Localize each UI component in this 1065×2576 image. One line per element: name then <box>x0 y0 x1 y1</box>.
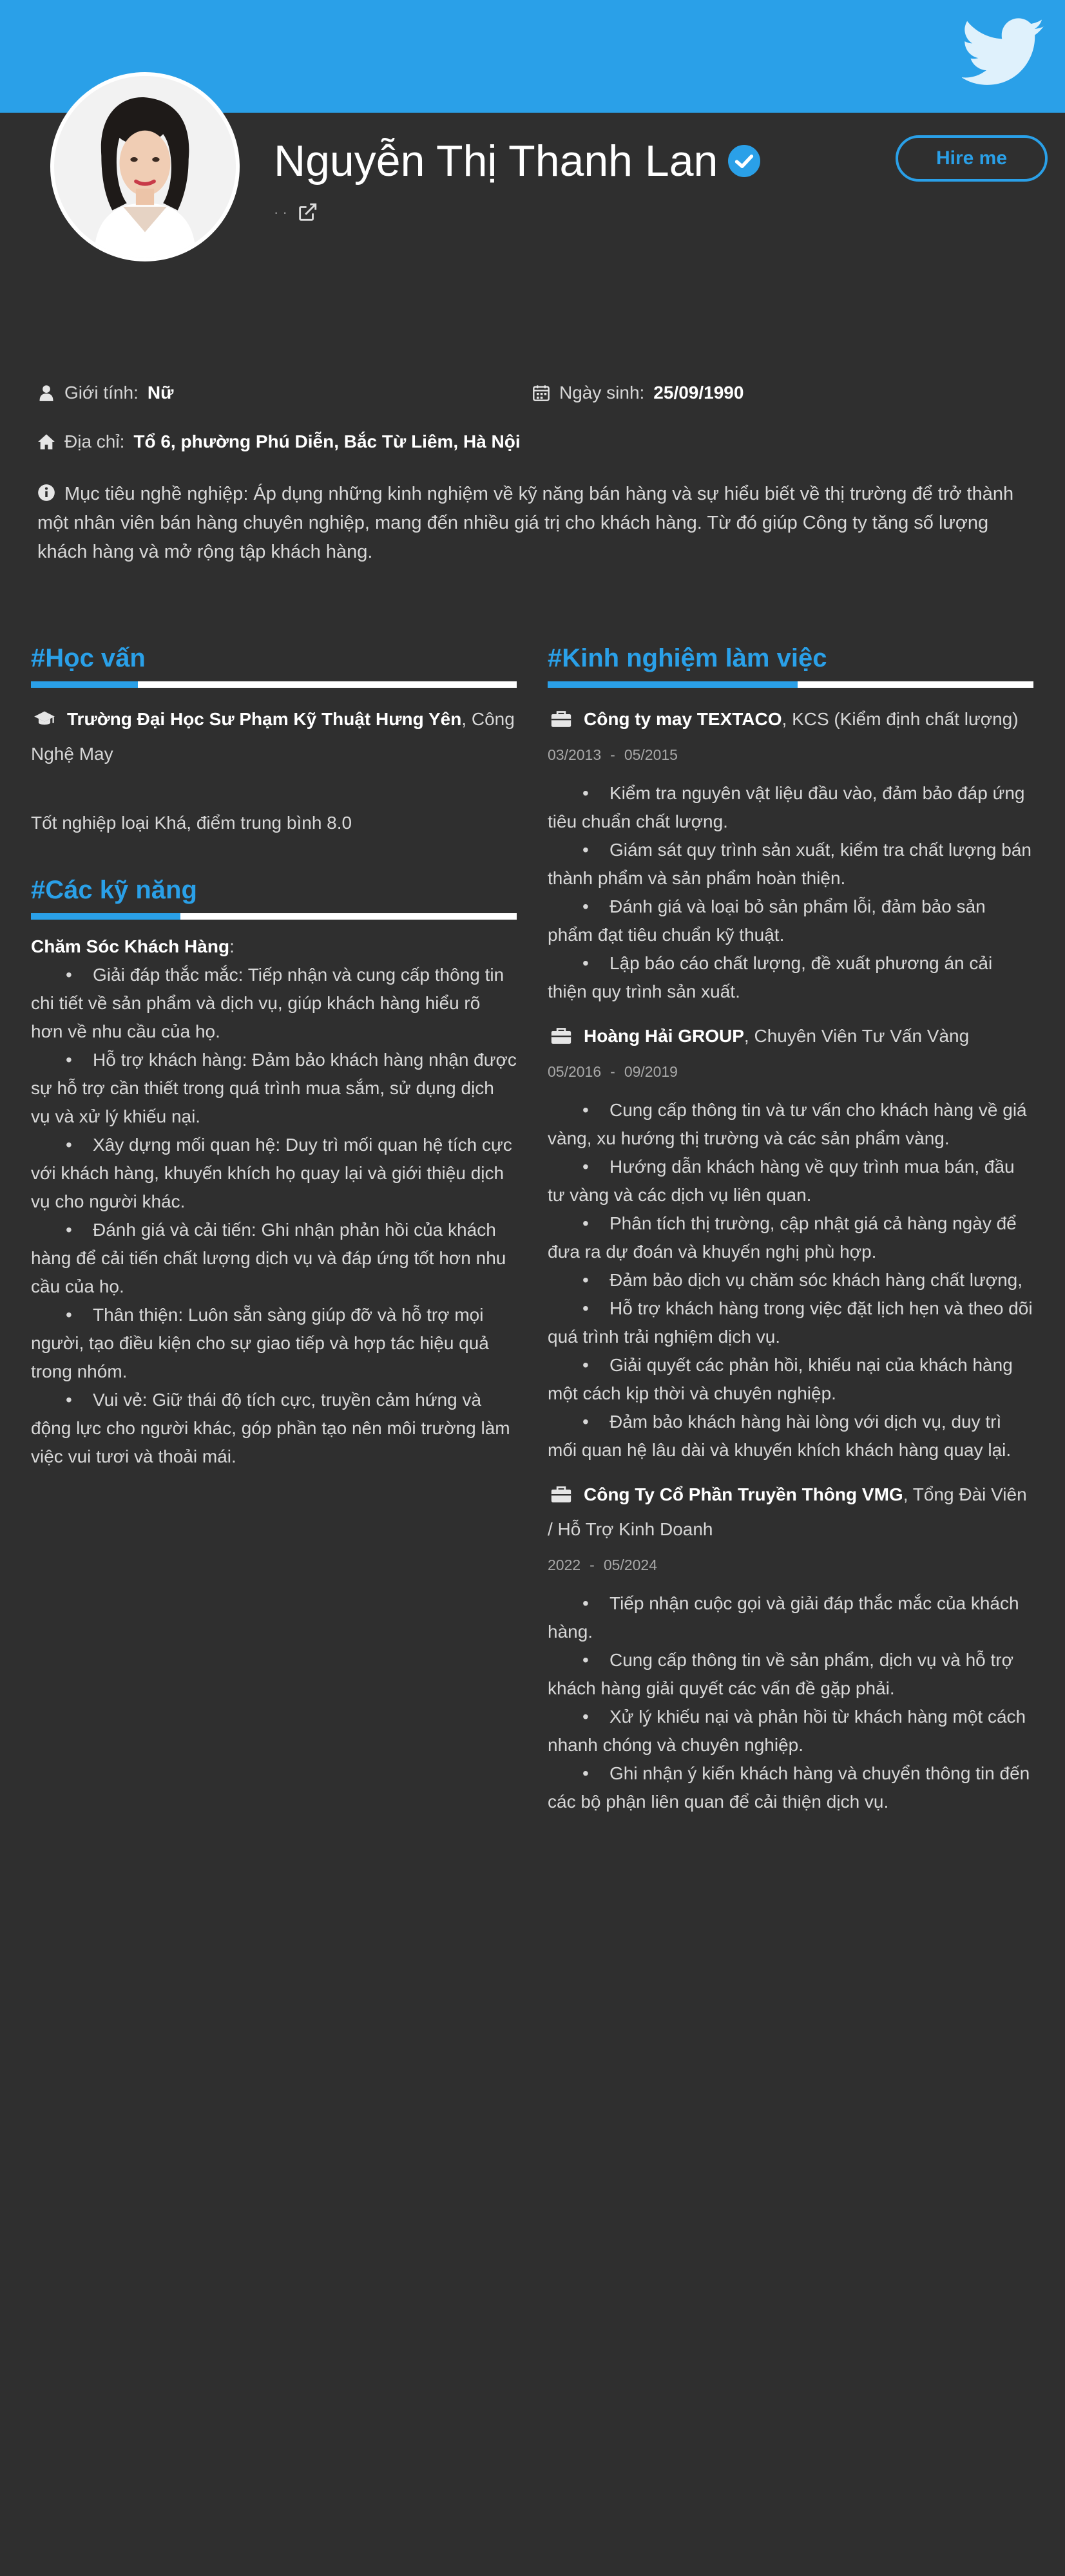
list-item: • Giải đáp thắc mắc: Tiếp nhận và cung cấp thông tin chi tiết về sản phẩm và dịch vụ, giúp khách hàng hiểu rõ hơn về nhu cầu của họ. <box>31 965 504 1041</box>
list-item: • Đảm bảo khách hàng hài lòng với dịch vụ, duy trì mối quan hệ lâu dài và khuyến khích khách hàng quay lại. <box>548 1412 1012 1460</box>
address-row <box>37 431 521 452</box>
list-item: • Đánh giá và loại bỏ sản phẩm lỗi, đảm bảo sản phẩm đạt tiêu chuẩn kỹ thuật. <box>548 896 986 945</box>
gender-row <box>37 383 173 403</box>
job-role: , Tổng Đài Viên / Hỗ Trợ Kinh Doanh <box>548 1484 1027 1539</box>
company-name: Công ty may TEXTACO <box>584 709 782 729</box>
education-result: Tốt nghiệp loại Khá, điểm trung bình 8.0 <box>31 813 352 833</box>
list-item: • Lập báo cáo chất lượng, đề xuất phương án cải thiện quy trình sản xuất. <box>548 953 993 1001</box>
external-link-icon[interactable] <box>296 202 318 223</box>
verified-badge-icon <box>728 145 760 177</box>
list-item: • Ghi nhận ý kiến khách hàng và chuyển thông tin đến các bộ phận liên quan để cải thiện dịch vụ. <box>548 1763 1030 1812</box>
education-divider <box>31 681 517 688</box>
list-item: • Giám sát quy trình sản xuất, kiểm tra chất lượng bán thành phẩm và sản phẩm hoàn thiện. <box>548 840 1031 888</box>
job-end-date: 05/2024 <box>603 1557 657 1573</box>
education-section <box>31 702 517 836</box>
user-icon <box>37 384 55 402</box>
profile-name-row <box>274 132 760 190</box>
gender-value: Nữ <box>147 383 174 402</box>
school-major: , Công Nghệ May <box>31 709 515 764</box>
job-dates: 2022 - 05/2024 <box>548 1557 657 1573</box>
list-item: • Hướng dẫn khách hàng về quy trình mua bán, đầu tư vàng và các dịch vụ liên quan. <box>548 1157 1015 1205</box>
career-objective-text: Mục tiêu nghề nghiệp: Áp dụng những kinh nghiệm về kỹ năng bán hàng và sự hiểu biết về thị trường để trở thành một nhân viên bán hàng chuyên nghiệp, mang đến nhiều giá trị cho khách hàng. Từ đó giúp Công ty tăng số lượng khách hàng và mở rộng tập khách hàng. <box>37 484 1014 562</box>
list-item: • Xử lý khiếu nại và phản hồi từ khách hàng một cách nhanh chóng và chuyên nghiệp. <box>548 1707 1026 1755</box>
job-header <box>548 1019 1033 1054</box>
job-dates: 05/2016 - 09/2019 <box>548 1063 678 1080</box>
job-entry-3 <box>548 1477 1033 1816</box>
info-circle-icon <box>37 484 55 502</box>
briefcase-icon <box>550 710 572 728</box>
profile-photo <box>54 76 236 258</box>
list-item: • Tiếp nhận cuộc gọi và giải đáp thắc mắc của khách hàng. <box>548 1593 1019 1642</box>
hire-me-button[interactable]: Hire me <box>896 135 1048 182</box>
address-label: Địa chỉ: <box>64 431 125 451</box>
list-item: • Đánh giá và cải tiến: Ghi nhận phản hồi của khách hàng để cải tiến chất lượng dịch vụ và đáp ứng tốt hơn nhu cầu của họ. <box>31 1220 506 1296</box>
company-name: Hoàng Hải GROUP <box>584 1026 744 1046</box>
dob-value: 25/09/1990 <box>653 383 744 402</box>
job-end-date: 05/2015 <box>624 746 678 763</box>
company-name: Công Ty Cổ Phần Truyền Thông VMG <box>584 1484 903 1504</box>
skill-heading-suffix: : <box>229 936 235 956</box>
education-entry <box>31 702 517 772</box>
profile-subtitle-row <box>274 200 318 225</box>
list-item: • Xây dựng mối quan hệ: Duy trì mối quan hệ tích cực với khách hàng, khuyến khích họ quay lại và giới thiệu dịch vụ cho người khác. <box>31 1135 512 1211</box>
job-entry-2 <box>548 1019 1033 1464</box>
career-objective <box>37 480 1030 567</box>
job-entry-1 <box>548 702 1033 1006</box>
job-header <box>548 702 1033 737</box>
job-start-date: 05/2016 <box>548 1063 602 1080</box>
dob-row <box>532 383 744 403</box>
skill-heading <box>31 933 517 961</box>
gender-label: Giới tính: <box>64 383 139 402</box>
skills-section <box>31 933 517 1471</box>
education-title: #Học vấn <box>31 644 146 672</box>
skills-title: #Các kỹ năng <box>31 876 197 904</box>
graduation-cap-icon <box>34 710 55 728</box>
twitter-bird-icon[interactable] <box>962 17 1046 89</box>
briefcase-icon <box>550 1485 572 1503</box>
avatar <box>50 72 240 261</box>
experience-divider <box>548 681 1033 688</box>
skill-heading-title: Chăm Sóc Khách Hàng <box>31 936 230 956</box>
calendar-icon <box>532 384 550 402</box>
briefcase-icon <box>550 1027 572 1045</box>
experience-section <box>548 702 1033 1816</box>
job-start-date: 2022 <box>548 1557 581 1573</box>
list-item: • Hỗ trợ khách hàng trong việc đặt lịch hẹn và theo dõi quá trình trải nghiệm dịch vụ. <box>548 1298 1033 1347</box>
skills-divider <box>31 913 517 920</box>
job-role: , KCS (Kiểm định chất lượng) <box>782 709 1019 729</box>
job-start-date: 03/2013 <box>548 746 602 763</box>
experience-title: #Kinh nghiệm làm việc <box>548 644 827 672</box>
job-role: , Chuyên Viên Tư Vấn Vàng <box>744 1026 970 1046</box>
job-header <box>548 1477 1033 1547</box>
profile-subtitle: · · <box>274 204 287 220</box>
list-item: • Đảm bảo dịch vụ chăm sóc khách hàng chất lượng, <box>582 1270 1023 1290</box>
job-dates: 03/2013 - 05/2015 <box>548 746 678 763</box>
address-value: Tổ 6, phường Phú Diễn, Bắc Từ Liêm, Hà Nội <box>133 431 521 451</box>
list-item: • Phân tích thị trường, cập nhật giá cả hàng ngày để đưa ra dự đoán và khuyến nghị phù hợp. <box>548 1213 1017 1262</box>
list-item: • Thân thiện: Luôn sẵn sàng giúp đỡ và hỗ trợ mọi người, tạo điều kiện cho sự giao tiếp và hợp tác hiệu quả trong nhóm. <box>31 1305 489 1381</box>
job-end-date: 09/2019 <box>624 1063 678 1080</box>
list-item: • Kiểm tra nguyên vật liệu đầu vào, đảm bảo đáp ứng tiêu chuẩn chất lượng. <box>548 783 1025 831</box>
list-item: • Vui vẻ: Giữ thái độ tích cực, truyền cảm hứng và động lực cho người khác, góp phần tạo nên môi trường làm việc vui tươi và thoải mái. <box>31 1390 510 1466</box>
list-item: • Hỗ trợ khách hàng: Đảm bảo khách hàng nhận được sự hỗ trợ cần thiết trong quá trình mua sắm, sử dụng dịch vụ và xử lý khiếu nại. <box>31 1050 517 1126</box>
school-name: Trường Đại Học Sư Phạm Kỹ Thuật Hưng Yên <box>67 709 462 729</box>
list-item: • Cung cấp thông tin và tư vấn cho khách hàng về giá vàng, xu hướng thị trường và các sản phẩm vàng. <box>548 1100 1027 1148</box>
list-item: • Giải quyết các phản hồi, khiếu nại của khách hàng một cách kịp thời và chuyên nghiệp. <box>548 1355 1013 1403</box>
home-icon <box>37 433 55 451</box>
list-item: • Cung cấp thông tin về sản phẩm, dịch vụ và hỗ trợ khách hàng giải quyết các vấn đề gặp phải. <box>548 1650 1013 1698</box>
profile-name: Nguyễn Thị Thanh Lan <box>274 137 718 185</box>
dob-label: Ngày sinh: <box>559 383 645 402</box>
